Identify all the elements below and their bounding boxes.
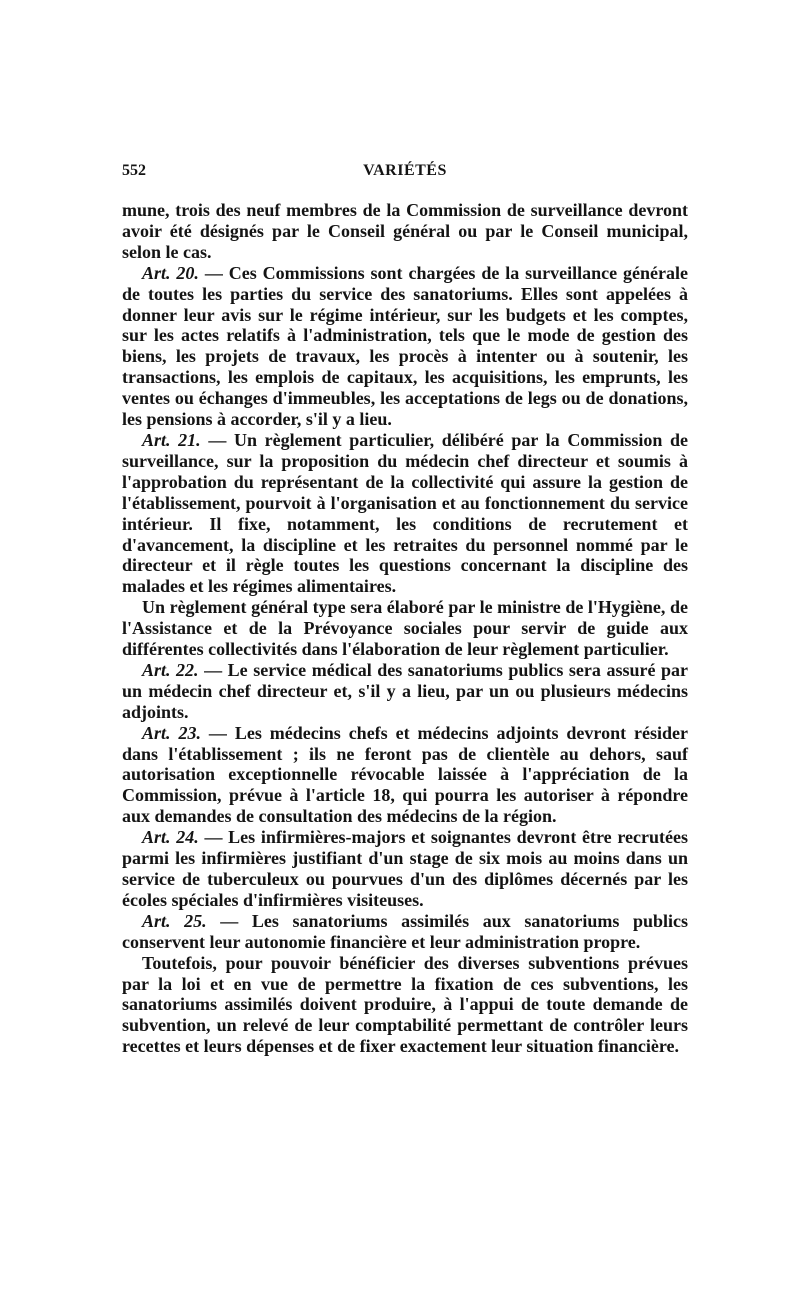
page-number: 552 (122, 162, 146, 179)
article-21 (122, 430, 688, 597)
article-20 (122, 263, 688, 430)
article-label: Art. 23. (142, 722, 201, 743)
article-24 (122, 827, 688, 911)
running-title: VARIÉTÉS (363, 162, 447, 179)
body-text (122, 200, 688, 1057)
paragraph-text: Toutefois, pour pouvoir bénéficier des diverses subventions prévues par la loi et en vue de permettre la fixation de ces subventions, les sanatoriums assimilés doivent produire, à l'appui de toute demande de subvention, un relevé de leur comptabilité permettant de contrôler leurs recettes et leurs dépenses et de fixer exactement leur situation financière. (122, 952, 688, 1057)
paragraph-text: — Le service médical des sanatoriums publics sera assuré par un médecin chef directeur et, s'il y a lieu, par un ou plusieurs médecins adjoints. (122, 659, 688, 722)
paragraph-text: — Ces Commissions sont chargées de la surveillance générale de toutes les parties du service des sanatoriums. Elles sont appelées à donner leur avis sur le régime intérieur, sur les budgets et les comptes, sur les actes relatifs à l'administration, tels que le mode de gestion des biens, les projets de travaux, les procès à intenter ou à soutenir, les transactions, les emplois de capitaux, les acquisitions, les emprunts, les ventes ou échanges d'immeubles, les acceptations de legs ou de donations, les pensions à accorder, s'il y a lieu. (122, 262, 688, 430)
paragraph-text: mune, trois des neuf membres de la Commission de surveillance devront avoir été désignés par le Conseil général ou par le Conseil municipal, selon le cas. (122, 200, 688, 262)
paragraph-text: — Les infirmières-majors et soignantes devront être recrutées parmi les infirmières justifiant d'un stage de six mois au moins dans un service de tuberculeux ou pourvues d'un des diplômes décernés par les écoles spéciales d'infirmières visiteuses. (122, 827, 688, 910)
paragraph-text: — Les médecins chefs et médecins adjoints devront résider dans l'établissement ; ils ne feront pas de clientèle au dehors, sauf autorisation exceptionnelle révocable laissée à l'appréciation de la Commission, prévue à l'article 18, qui pourra les autoriser à répondre aux demandes de consultation des médecins de la région. (122, 722, 688, 827)
paragraph-continuation (122, 200, 688, 263)
paragraph-reglement-general (122, 597, 688, 660)
article-label: Art. 25. (142, 910, 207, 931)
article-25 (122, 911, 688, 953)
article-22 (122, 660, 688, 723)
paragraph-text: — Les sanatoriums assimilés aux sanatoriums publics conservent leur autonomie financière et leur administration propre. (122, 910, 689, 952)
article-label: Art. 22. (142, 659, 199, 680)
article-label: Art. 21. (142, 429, 201, 450)
page-header (122, 162, 688, 186)
article-label: Art. 24. (142, 827, 199, 848)
paragraph-text: — Un règlement particulier, délibéré par la Commission de surveillance, sur la proposition du médecin chef directeur et soumis à l'approbation du représentant de la collectivité qui assure la gestion de l'établissement, pourvoit à l'organisation et au fonctionnement du service intérieur. Il fixe, notamment, les conditions de recrutement et d'avancement, la discipline et les retraites du personnel nommé par le directeur et il règle toutes les questions concernant la discipline des malades et les régimes alimentaires. (122, 429, 688, 597)
article-23 (122, 723, 688, 828)
paragraph-text: Un règlement général type sera élaboré par le ministre de l'Hygiène, de l'Assistance et de la Prévoyance sociales pour servir de guide aux différentes collectivités dans l'élaboration de leur règlement particulier. (122, 597, 688, 660)
article-label: Art. 20. (142, 262, 199, 283)
paragraph-toutefois (122, 953, 688, 1058)
